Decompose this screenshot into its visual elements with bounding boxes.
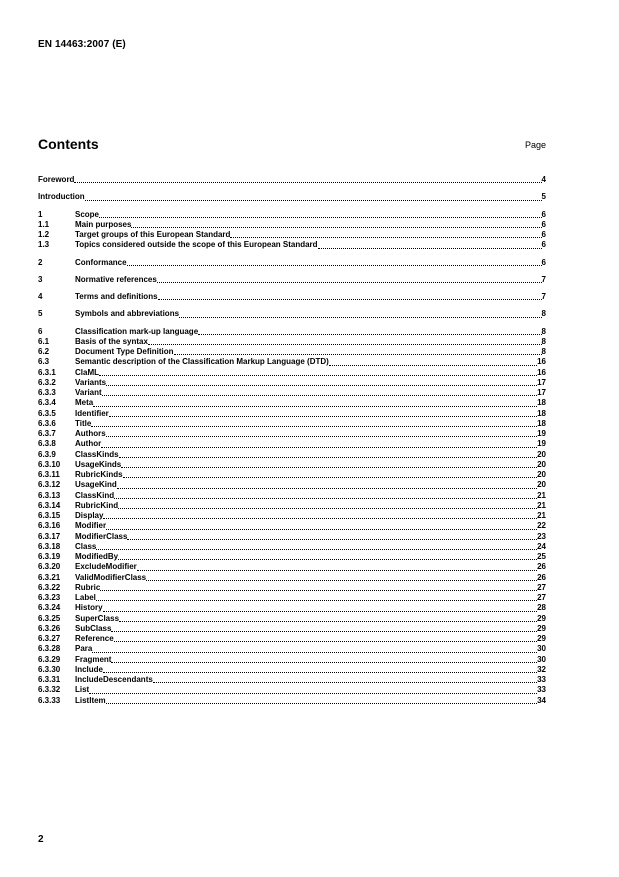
toc-dot-leader <box>118 559 537 560</box>
toc-entry-page: 8 <box>541 326 546 336</box>
toc-entry[interactable] <box>38 603 546 613</box>
toc-dot-leader <box>153 682 537 683</box>
toc-dot-leader <box>114 498 537 499</box>
toc-entry[interactable] <box>38 685 546 695</box>
toc-entry-number: 3 <box>38 274 43 284</box>
toc-entry[interactable] <box>38 258 546 268</box>
toc-entry[interactable] <box>38 347 546 357</box>
toc-entry-page: 18 <box>537 398 546 408</box>
toc-entry[interactable] <box>38 210 546 220</box>
toc-dot-leader <box>92 652 537 653</box>
toc-entry-page: 7 <box>541 274 546 284</box>
toc-entry-page: 8 <box>541 336 546 346</box>
toc-entry-title: Class <box>75 541 97 551</box>
toc-entry[interactable] <box>38 573 546 583</box>
toc-entry-title: Target groups of this European Standard <box>75 230 231 239</box>
toc-entry[interactable] <box>38 327 546 337</box>
toc-entry-page: 6 <box>541 240 546 250</box>
toc-entry-title: Variants <box>75 377 107 387</box>
toc-entry[interactable] <box>38 192 546 202</box>
toc-entry-title: Document Type Definition <box>75 347 174 356</box>
toc-entry-title: ClassKind <box>75 490 115 500</box>
toc-entry-page: 29 <box>537 623 546 633</box>
toc-entry-title: Identifier <box>75 408 109 418</box>
document-id-header: EN 14463:2007 (E) <box>38 39 126 50</box>
toc-entry-title: Terms and definitions <box>75 292 158 301</box>
toc-dot-leader <box>106 385 537 386</box>
toc-entry-number: 6.3.27 <box>38 634 61 643</box>
toc-entry-page: 33 <box>537 685 546 695</box>
toc-entry-number: 6.3.12 <box>38 480 61 490</box>
toc-dot-leader <box>158 299 542 300</box>
toc-entry-page: 6 <box>541 219 546 229</box>
toc-entry-page: 30 <box>537 644 546 654</box>
toc-entry-page: 8 <box>541 309 546 319</box>
toc-entry-page: 20 <box>537 459 546 469</box>
toc-entry-page: 6 <box>541 257 546 267</box>
toc-entry-title: ModifierClass <box>75 531 128 541</box>
toc-entry[interactable] <box>38 634 546 644</box>
toc-entry-page: 17 <box>537 377 546 387</box>
toc-dot-leader <box>148 344 542 345</box>
toc-entry-title: Meta <box>75 398 94 408</box>
toc-dot-leader <box>103 518 537 519</box>
toc-dot-leader <box>117 488 537 489</box>
toc-entry-page: 18 <box>537 418 546 428</box>
toc-entry-title: Variant <box>75 388 102 397</box>
toc-entry[interactable] <box>38 491 546 501</box>
toc-entry[interactable] <box>38 439 546 449</box>
toc-entry-title: ValidModifierClass <box>75 572 147 582</box>
toc-dot-leader <box>106 529 537 530</box>
toc-entry[interactable] <box>38 220 546 230</box>
toc-entry-page: 24 <box>537 541 546 551</box>
toc-entry-title: List <box>75 685 90 695</box>
toc-entry-page: 18 <box>537 408 546 418</box>
toc-entry-number: 6.3.24 <box>38 603 61 613</box>
toc-dot-leader <box>137 570 537 571</box>
toc-dot-leader <box>127 539 537 540</box>
toc-entry-page: 26 <box>537 572 546 582</box>
toc-entry-page: 5 <box>541 192 546 202</box>
toc-entry-page: 6 <box>541 230 546 239</box>
toc-entry[interactable] <box>38 388 546 398</box>
toc-entry-number: 6.3.29 <box>38 654 61 664</box>
toc-entry-number: 6.3.18 <box>38 541 61 551</box>
toc-entry-page: 29 <box>537 634 546 643</box>
toc-entry-title: Symbols and abbreviations <box>75 309 180 319</box>
toc-dot-leader <box>74 182 541 183</box>
toc-entry[interactable] <box>38 175 546 185</box>
toc-entry-title: Basis of the syntax <box>75 336 148 346</box>
toc-entry-number: 2 <box>38 257 43 267</box>
toc-entry-page: 25 <box>537 552 546 561</box>
toc-entry[interactable] <box>38 511 546 521</box>
toc-entry-number: 6.3.30 <box>38 664 61 674</box>
toc-dot-leader <box>102 395 537 396</box>
toc-entry-page: 6 <box>541 209 546 219</box>
toc-dot-leader <box>111 631 537 632</box>
toc-dot-leader <box>127 265 542 266</box>
toc-entry-title: Introduction <box>38 192 85 202</box>
toc-entry[interactable] <box>38 230 546 240</box>
toc-entry-page: 28 <box>537 603 546 613</box>
toc-entry-number: 6.3.28 <box>38 644 61 654</box>
toc-entry-page: 27 <box>537 582 546 592</box>
table-of-contents <box>38 175 546 706</box>
toc-entry-number: 1.1 <box>38 219 50 229</box>
toc-entry-title: UsageKinds <box>75 459 122 469</box>
toc-dot-leader <box>114 641 537 642</box>
toc-entry-number: 6.1 <box>38 336 50 346</box>
toc-dot-leader <box>329 365 537 366</box>
toc-entry-title: SuperClass <box>75 613 120 623</box>
toc-entry[interactable] <box>38 521 546 531</box>
toc-entry-number: 6.3.1 <box>38 367 56 377</box>
toc-entry-title: Rubric <box>75 582 101 592</box>
toc-entry[interactable] <box>38 240 546 250</box>
toc-entry-page: 33 <box>537 675 546 684</box>
toc-entry[interactable] <box>38 337 546 347</box>
toc-dot-leader <box>96 600 537 601</box>
toc-entry-number: 6.3.21 <box>38 572 61 582</box>
toc-entry-title: Para <box>75 644 93 654</box>
toc-dot-leader <box>157 282 542 283</box>
toc-entry-number: 6.3.20 <box>38 562 61 572</box>
toc-entry-title: Authors <box>75 429 106 438</box>
toc-entry-number: 6.3.22 <box>38 582 61 592</box>
toc-entry-title: History <box>75 603 103 613</box>
toc-entry-title: Normative references <box>75 274 157 284</box>
toc-entry[interactable] <box>38 450 546 460</box>
toc-entry-page: 21 <box>537 490 546 500</box>
toc-entry-number: 6.3.5 <box>38 408 56 418</box>
toc-entry-page: 27 <box>537 593 546 602</box>
toc-entry-title: Reference <box>75 634 114 643</box>
toc-dot-leader <box>123 477 538 478</box>
toc-entry-page: 19 <box>537 439 546 449</box>
toc-dot-leader <box>106 436 537 437</box>
toc-entry[interactable] <box>38 398 546 408</box>
toc-entry-number: 6.3.2 <box>38 377 56 387</box>
toc-dot-leader <box>100 590 537 591</box>
toc-entry-title: Fragment <box>75 654 112 664</box>
toc-entry-title: Include <box>75 664 104 674</box>
toc-entry-page: 20 <box>537 480 546 490</box>
page-column-label: Page <box>524 140 546 150</box>
toc-entry-number: 1.2 <box>38 230 50 239</box>
toc-entry[interactable] <box>38 542 546 552</box>
toc-dot-leader <box>93 406 537 407</box>
toc-entry-number: 6.3.17 <box>38 531 61 541</box>
toc-entry-number: 6.3.4 <box>38 398 56 408</box>
toc-dot-leader <box>230 237 541 238</box>
toc-dot-leader <box>99 217 542 218</box>
toc-dot-leader <box>121 467 537 468</box>
toc-entry-number: 6.3.9 <box>38 449 56 459</box>
toc-entry-number: 6.3.8 <box>38 439 56 449</box>
toc-entry[interactable] <box>38 460 546 470</box>
toc-entry-number: 1.3 <box>38 240 50 250</box>
toc-entry-number: 6.3.25 <box>38 613 61 623</box>
toc-entry-page: 17 <box>537 388 546 397</box>
toc-entry-page: 22 <box>537 521 546 531</box>
toc-entry-title: Display <box>75 511 104 520</box>
toc-entry-page: 21 <box>537 500 546 510</box>
toc-entry-page: 20 <box>537 470 546 479</box>
toc-entry-page: 23 <box>537 531 546 541</box>
toc-dot-leader <box>318 248 542 249</box>
toc-entry[interactable] <box>38 501 546 511</box>
toc-entry-title: Conformance <box>75 257 127 267</box>
toc-dot-leader <box>174 354 542 355</box>
toc-entry-page: 7 <box>541 292 546 301</box>
toc-entry-page: 21 <box>537 511 546 520</box>
toc-entry[interactable] <box>38 675 546 685</box>
toc-entry-number: 6.3 <box>38 357 50 367</box>
toc-entry[interactable] <box>38 655 546 665</box>
toc-entry-title: Semantic description of the Classification Markup Language (DTD) <box>75 357 329 367</box>
toc-entry-number: 6.3.33 <box>38 695 61 705</box>
page-number: 2 <box>38 834 44 845</box>
toc-entry[interactable] <box>38 292 546 302</box>
toc-entry-number: 6 <box>38 326 43 336</box>
toc-entry-title: Modifier <box>75 521 107 531</box>
toc-entry[interactable] <box>38 409 546 419</box>
toc-entry[interactable] <box>38 532 546 542</box>
toc-entry-number: 6.3.3 <box>38 388 56 397</box>
toc-entry-number: 5 <box>38 309 43 319</box>
toc-entry[interactable] <box>38 275 546 285</box>
toc-entry-page: 8 <box>541 347 546 356</box>
toc-entry-number: 6.2 <box>38 347 50 356</box>
toc-entry-number: 1 <box>38 209 43 219</box>
toc-entry-title: Label <box>75 593 96 602</box>
toc-entry-page: 20 <box>537 449 546 459</box>
toc-entry-number: 6.3.7 <box>38 429 56 438</box>
toc-dot-leader <box>99 375 537 376</box>
toc-entry-number: 6.3.31 <box>38 675 61 684</box>
toc-entry-title: Author <box>75 439 102 449</box>
toc-entry[interactable] <box>38 470 546 480</box>
toc-dot-leader <box>85 200 542 201</box>
toc-dot-leader <box>103 611 538 612</box>
toc-entry[interactable] <box>38 665 546 675</box>
contents-heading: Contents <box>38 136 99 152</box>
toc-entry[interactable] <box>38 624 546 634</box>
toc-dot-leader <box>119 621 537 622</box>
toc-entry-title: Main purposes <box>75 219 132 229</box>
toc-entry-number: 6.3.15 <box>38 511 61 520</box>
toc-entry-title: IncludeDescendants <box>75 675 153 684</box>
toc-entry-number: 6.3.16 <box>38 521 61 531</box>
toc-dot-leader <box>109 416 537 417</box>
toc-entry-page: 16 <box>537 367 546 377</box>
toc-entry[interactable] <box>38 644 546 654</box>
toc-entry-title: UsageKind <box>75 480 117 490</box>
toc-entry-page: 34 <box>537 695 546 705</box>
toc-entry-number: 4 <box>38 292 43 301</box>
toc-dot-leader <box>103 672 537 673</box>
toc-dot-leader <box>89 693 537 694</box>
toc-entry-page: 29 <box>537 613 546 623</box>
toc-entry-title: ModifiedBy <box>75 552 119 561</box>
toc-entry[interactable] <box>38 562 546 572</box>
toc-entry-page: 19 <box>537 429 546 438</box>
toc-entry-title: Foreword <box>38 175 75 184</box>
toc-entry-number: 6.3.10 <box>38 459 61 469</box>
toc-entry[interactable] <box>38 357 546 367</box>
toc-entry-title: ClassKinds <box>75 449 119 459</box>
toc-entry-page: 26 <box>537 562 546 572</box>
toc-entry[interactable] <box>38 593 546 603</box>
toc-dot-leader <box>96 549 537 550</box>
toc-dot-leader <box>91 426 537 427</box>
toc-dot-leader <box>106 703 537 704</box>
toc-dot-leader <box>131 227 541 228</box>
toc-entry-number: 6.3.32 <box>38 685 61 695</box>
toc-entry-title: ListItem <box>75 695 106 705</box>
toc-entry-number: 6.3.26 <box>38 623 61 633</box>
toc-entry-title: SubClass <box>75 623 112 633</box>
toc-dot-leader <box>111 662 537 663</box>
toc-entry-page: 4 <box>541 175 546 184</box>
toc-entry-title: ClaML <box>75 367 99 377</box>
toc-entry-title: Title <box>75 418 92 428</box>
toc-entry-number: 6.3.6 <box>38 418 56 428</box>
toc-entry[interactable] <box>38 583 546 593</box>
toc-entry[interactable] <box>38 614 546 624</box>
toc-entry-page: 30 <box>537 654 546 664</box>
toc-entry-number: 6.3.23 <box>38 593 61 602</box>
toc-dot-leader <box>198 334 541 335</box>
toc-entry-title: Topics considered outside the scope of this European Standard <box>75 240 318 250</box>
toc-dot-leader <box>146 580 537 581</box>
toc-entry[interactable] <box>38 419 546 429</box>
toc-entry-title: RubricKind <box>75 500 119 510</box>
toc-entry[interactable] <box>38 552 546 562</box>
toc-entry-title: Classification mark-up language <box>75 326 199 336</box>
toc-entry[interactable] <box>38 696 546 706</box>
toc-entry-title: ExcludeModifier <box>75 562 137 572</box>
toc-entry[interactable] <box>38 378 546 388</box>
toc-entry-title: RubricKinds <box>75 470 123 479</box>
toc-entry[interactable] <box>38 368 546 378</box>
toc-dot-leader <box>179 317 542 318</box>
toc-entry[interactable] <box>38 480 546 490</box>
toc-dot-leader <box>119 457 538 458</box>
toc-entry-page: 16 <box>537 357 546 367</box>
toc-dot-leader <box>101 447 537 448</box>
toc-entry[interactable] <box>38 429 546 439</box>
toc-entry-number: 6.3.11 <box>38 470 60 479</box>
toc-dot-leader <box>118 508 537 509</box>
toc-entry-number: 6.3.19 <box>38 552 61 561</box>
toc-entry-number: 6.3.14 <box>38 500 61 510</box>
toc-entry-title: Scope <box>75 209 100 219</box>
toc-entry-page: 32 <box>537 664 546 674</box>
toc-entry[interactable] <box>38 309 546 319</box>
toc-entry-number: 6.3.13 <box>38 490 61 500</box>
